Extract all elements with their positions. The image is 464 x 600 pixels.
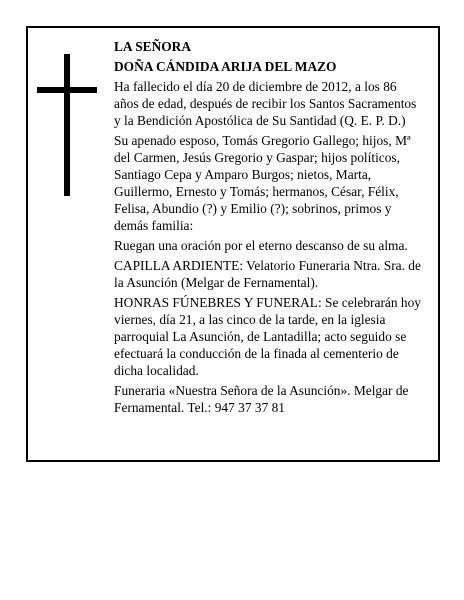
paragraph-funeral-home: Funeraria «Nuestra Señora de la Asunción». Melgar de Fernamental. Tel.: 947 37 37 81 (114, 383, 409, 415)
honorific: LA SEÑORA (114, 39, 192, 54)
paragraph-family: Su apenado esposo, Tomás Gregorio Gallego; hijos, Mª del Carmen, Jesús Gregorio y Gaspar; hijos políticos, Santiago Cepa y Amparo Burgos; nietos, Marta, Guillermo, Ernesto y Tomás; hermanos, César, Félix, Felisa, Abundio (?) y Emilio (?); sobrinos, primos y demás familia: (114, 133, 411, 233)
paragraph-death: Ha fallecido el día 20 de diciembre de 2012, a los 86 años de edad, después de recibir los Santos Sacramentos y la Bendición Apostólica de Su Santidad (Q. E. P. D.) (114, 79, 417, 128)
deceased-name: DOÑA CÁNDIDA ARIJA DEL MAZO (114, 59, 337, 74)
cross-icon (64, 54, 70, 196)
obituary-text (114, 38, 424, 419)
cross-icon-crossbar (37, 87, 97, 93)
paragraph-prayer: Ruegan una oración por el eterno descanso de su alma. (114, 238, 408, 253)
paragraph-funeral: HONRAS FÚNEBRES Y FUNERAL: Se celebrarán hoy viernes, día 21, a las cinco de la tarde, en la iglesia parroquial La Asunción, de Lantadilla; acto seguido se efectuará la conducción de la finada al cementerio de dicha localidad. (114, 295, 421, 378)
paragraph-chapel: CAPILLA ARDIENTE: Velatorio Funeraria Ntra. Sra. de la Asunción (Melgar de Fernamental). (114, 258, 421, 290)
